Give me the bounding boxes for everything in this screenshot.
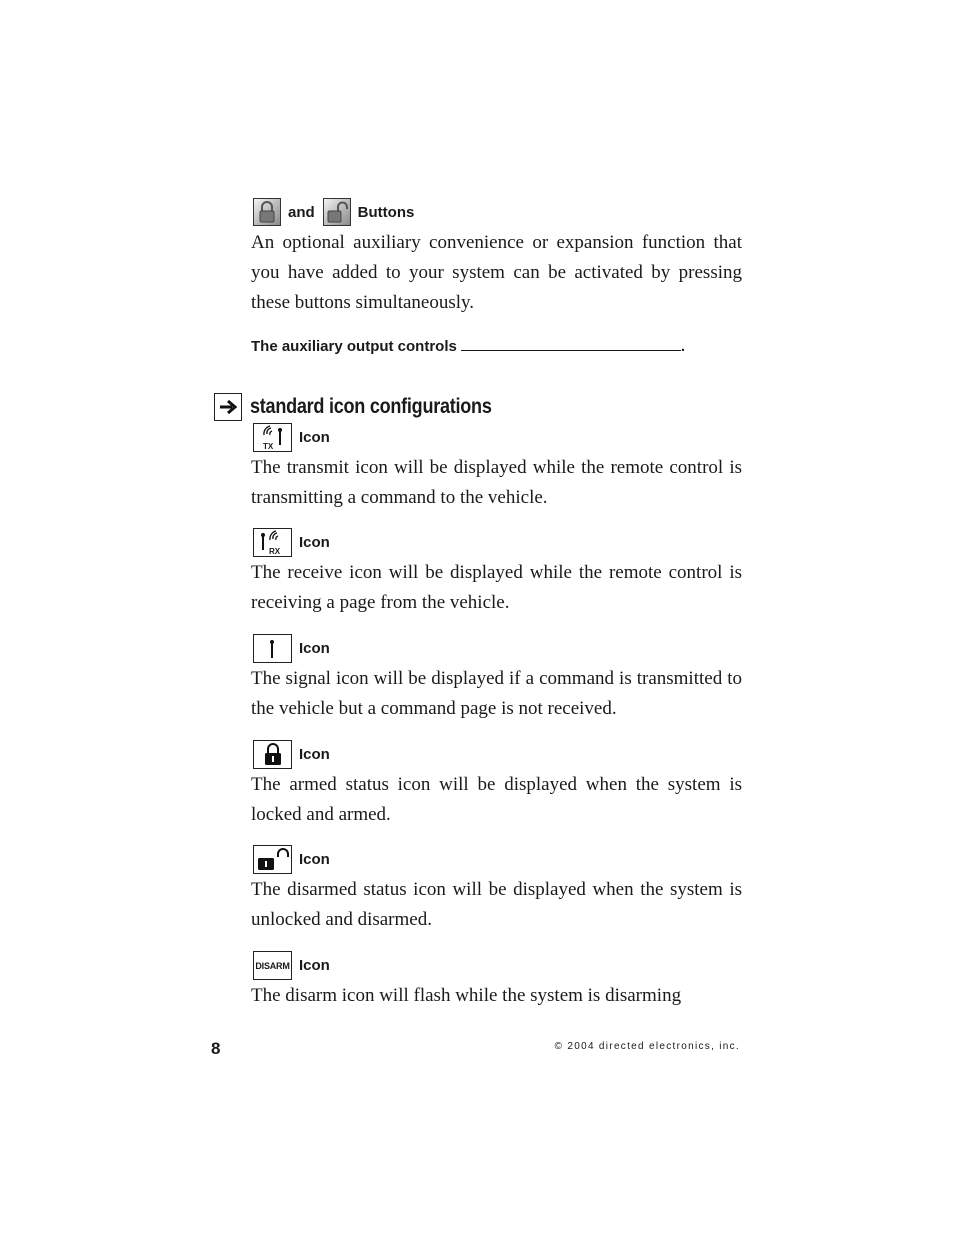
receive-icon	[253, 528, 292, 557]
auxiliary-output-line	[251, 337, 685, 355]
unlock-button-icon	[323, 198, 351, 226]
and-label: and	[288, 203, 315, 221]
receive-icon-label: Icon	[299, 534, 330, 551]
copyright: © 2004 directed electronics, inc.	[554, 1041, 740, 1052]
disarmed-icon-label: Icon	[299, 851, 330, 868]
armed-lock-icon	[253, 740, 292, 769]
signal-icon-label: Icon	[299, 640, 330, 657]
signal-description: The signal icon will be displayed if a command is transmitted to the vehicle but a command page is not received.	[251, 668, 742, 719]
transmit-icon	[253, 423, 292, 452]
buttons-label: Buttons	[357, 203, 415, 221]
rx-badge: RX	[269, 547, 281, 556]
section-title: standard icon configurations	[250, 395, 492, 418]
armed-icon-row	[253, 740, 330, 769]
arrow-right-icon	[214, 393, 242, 421]
signal-icon	[253, 634, 292, 663]
section-heading	[214, 393, 531, 421]
disarmed-icon-row	[253, 845, 330, 874]
signal-icon-row	[253, 634, 330, 663]
receive-icon-row	[253, 528, 330, 557]
disarm-text-icon	[253, 951, 292, 980]
auxiliary-output-label: The auxiliary output controls	[251, 338, 457, 355]
transmit-icon-label: Icon	[299, 429, 330, 446]
lock-button-icon	[253, 198, 281, 226]
disarm-description: The disarm icon will flash while the system is disarming	[251, 985, 682, 1006]
disarmed-description: The disarmed status icon will be displayed when the system is unlocked and disarmed.	[251, 879, 742, 930]
fill-in-blank	[461, 337, 681, 351]
auxiliary-output-period: .	[680, 338, 686, 355]
armed-description: The armed status icon will be displayed when the system is locked and armed.	[251, 774, 742, 825]
buttons-heading	[253, 198, 414, 226]
disarm-icon-label: Icon	[299, 957, 330, 974]
transmit-icon-row	[253, 423, 330, 452]
transmit-description: The transmit icon will be displayed while the remote control is transmitting a command to the vehicle.	[251, 457, 742, 508]
tx-badge: TX	[263, 442, 274, 451]
disarm-badge: DISARM	[255, 960, 290, 971]
disarm-icon-row	[253, 951, 330, 980]
buttons-description: An optional auxiliary convenience or expansion function that you have added to your system can be activated by pressing these buttons simultaneously.	[251, 232, 742, 313]
receive-description: The receive icon will be displayed while the remote control is receiving a page from the vehicle.	[251, 562, 742, 613]
page-number: 8	[211, 1039, 221, 1058]
disarmed-unlock-icon	[253, 845, 292, 874]
armed-icon-label: Icon	[299, 746, 330, 763]
